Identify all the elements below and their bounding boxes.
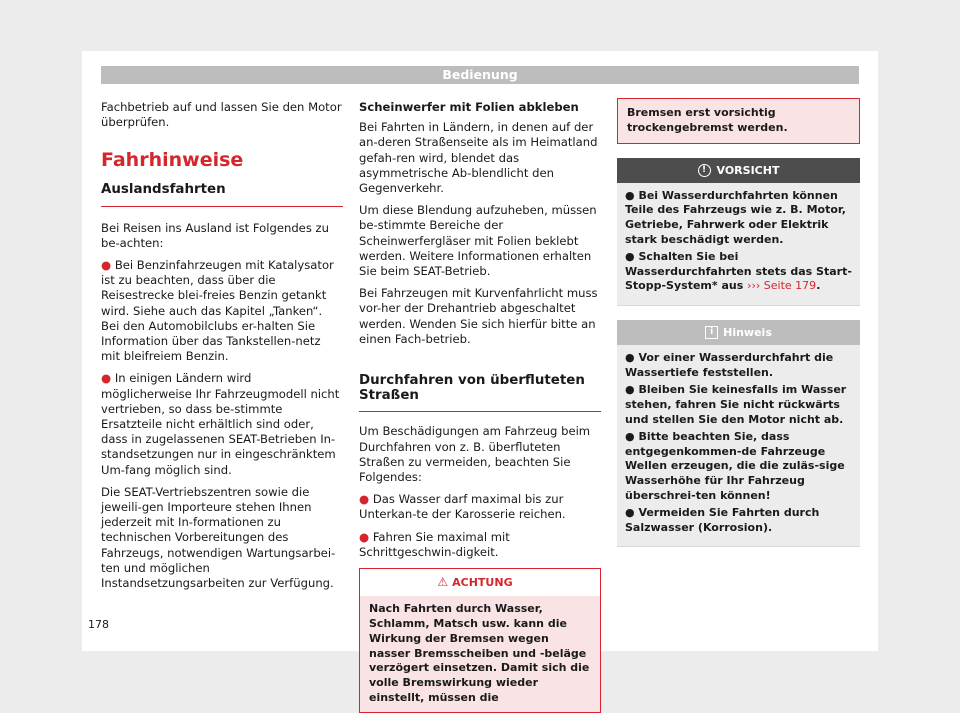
paragraph: Bei Reisen ins Ausland ist Folgendes zu be-achten: bbox=[101, 220, 329, 250]
bullet-item bbox=[359, 492, 601, 522]
paragraph: Um diese Blendung aufzuheben, müssen be-stimmte Bereiche der Scheinwerfergläser mit Folien beklebt werden. Weitere Informationen erhalten Sie beim SEAT-Betrieb. bbox=[359, 203, 597, 279]
intro-text: Fachbetrieb auf und lassen Sie den Motor überprüfen. bbox=[101, 100, 342, 130]
bullet-text: Bitte beachten Sie, dass entgegenkommen-de Fahrzeuge Wellen erzeugen, die die zuläs-sige Wasserhöhe für Ihr Fahrzeug überschrei-ten können! bbox=[625, 430, 845, 502]
bullet-icon: ● bbox=[359, 529, 373, 544]
vorsicht-content bbox=[617, 183, 860, 305]
achtung-box bbox=[359, 568, 601, 713]
sub-title-auslandsfahrten: Auslandsfahrten bbox=[101, 182, 343, 206]
hinweis-box bbox=[617, 320, 860, 547]
bullet-text: Schalten Sie bei Wasserdurchfahrten stets das Start-Stopp-System* aus bbox=[625, 250, 852, 293]
bullet-text: Bei Benzinfahrzeugen mit Katalysator ist zu beachten, dass über die Reisestrecke blei-freies Benzin getankt wird. Siehe auch das Kapitel „Tanken“. Bei den Automobilclubs er-halten Sie Information über das Tankstellen-netz mit bleifreiem Benzin. bbox=[101, 258, 334, 364]
bullet-item: ● Bleiben Sie keinesfalls im Wasser stehen, fahren Sie nicht rückwärts und stellen Sie den Motor nicht ab. bbox=[625, 383, 847, 426]
bullet-icon: ● bbox=[101, 258, 115, 273]
column-1 bbox=[101, 100, 343, 598]
bullet-text: Vermeiden Sie Fahrten durch Salzwasser (Korrosion). bbox=[625, 506, 820, 534]
page-header: Bedienung bbox=[101, 66, 859, 84]
bullet-item bbox=[359, 530, 601, 560]
exclamation-circle-icon: ! bbox=[698, 164, 711, 177]
bullet-text: Fahren Sie maximal mit Schrittgeschwin-digkeit. bbox=[359, 529, 510, 559]
bullet-icon: ● bbox=[101, 371, 115, 386]
heading-scheinwerfer: Scheinwerfer mit Folien abkleben bbox=[359, 100, 579, 114]
bullet-icon: ● bbox=[359, 492, 373, 507]
achtung-header bbox=[360, 569, 600, 596]
paragraph: Bei Fahrzeugen mit Kurvenfahrlicht muss vor-her der Drehantrieb abgeschaltet werden. Wenden Sie sich hierfür bitte an einen Fach-betrieb. bbox=[359, 286, 598, 346]
bullet-item: ● Bitte beachten Sie, dass entgegenkommen-de Fahrzeuge Wellen erzeugen, die die zuläs-sige Wasserhöhe für Ihr Fahrzeug überschrei-ten können! bbox=[625, 430, 845, 502]
bullet-text: Vor einer Wasserdurchfahrt die Wassertiefe feststellen. bbox=[625, 351, 834, 379]
vorsicht-label: VORSICHT bbox=[716, 163, 780, 177]
info-icon: i bbox=[705, 326, 718, 339]
hinweis-content bbox=[617, 345, 860, 546]
bullet-item bbox=[101, 371, 343, 477]
achtung-text: Nach Fahrten durch Wasser, Schlamm, Matsch usw. kann die Wirkung der Bremsen wegen nasser Bremsscheiben und -beläge verzögert einsetzen. Damit sich die volle Bremswirkung wieder einstellt, müssen die bbox=[360, 596, 600, 712]
column-3 bbox=[617, 98, 860, 547]
vorsicht-header bbox=[617, 158, 860, 183]
bullet-item: ● Vermeiden Sie Fahrten durch Salzwasser (Korrosion). bbox=[625, 506, 820, 534]
page-reference-link[interactable]: ››› Seite 179 bbox=[747, 279, 817, 293]
bullet-item: ● Vor einer Wasserdurchfahrt die Wassertiefe feststellen. bbox=[625, 351, 834, 379]
hinweis-label: Hinweis bbox=[723, 325, 772, 339]
page-number: 178 bbox=[88, 618, 109, 631]
bullet-text: Das Wasser darf maximal bis zur Unterkan-te der Karosserie reichen. bbox=[359, 492, 566, 522]
paragraph: Um Beschädigungen am Fahrzeug beim Durchfahren von z. B. überfluteten Straßen zu vermeiden, beachten Sie Folgendes: bbox=[359, 424, 591, 485]
paragraph: Die SEAT-Vertriebszentren sowie die jeweili-gen Importeure stehen Ihnen jederzeit mit In-formationen zu technischen Vorbereitungen des Fahrzeugs, notwendigen Wartungsarbei-ten und möglichen Instandsetzungsarbeiten zur Verfügung. bbox=[101, 484, 336, 591]
bullet-text: Bei Wasserdurchfahrten können Teile des Fahrzeugs wie z. B. Motor, Getriebe, Fahrwerk oder Elektrik stark beschädigt werden. bbox=[625, 188, 846, 246]
achtung-continued-box: Bremsen erst vorsichtig trockengebremst werden. bbox=[617, 98, 860, 144]
bullet-text: Bleiben Sie keinesfalls im Wasser stehen, fahren Sie nicht rückwärts und stellen Sie den Motor nicht ab. bbox=[625, 383, 847, 426]
section-title-ueberflutete-strassen: Durchfahren von überfluteten Straßen bbox=[359, 359, 601, 412]
bullet-text: In einigen Ländern wird möglicherweise Ihr Fahrzeugmodell nicht vertrieben, so dass be-stimmte Ersatzteile nicht erhältlich sind oder, dass in zugelassenen SEAT-Betrieben In-standsetzungen nur in eingeschränktem Um-fang möglich sind. bbox=[101, 371, 340, 477]
bullet-item bbox=[101, 258, 343, 364]
section-title-fahrhinweise: Fahrhinweise bbox=[101, 149, 244, 172]
bullet-item: ● Bei Wasserdurchfahrten können Teile des Fahrzeugs wie z. B. Motor, Getriebe, Fahrwerk oder Elektrik stark beschädigt werden. bbox=[625, 188, 846, 246]
paragraph: Bei Fahrten in Ländern, in denen auf der an-deren Straßenseite als im Heimatland gefah-ren wird, blendet das asymmetrische Ab-blendlicht den Gegenverkehr. bbox=[359, 120, 598, 196]
achtung-label: ACHTUNG bbox=[452, 576, 513, 590]
warning-triangle-icon: ⚠ bbox=[437, 575, 449, 590]
bullet-item: ● Schalten Sie bei Wasserdurchfahrten stets das Start-Stopp-System* aus ››› Seite 179. bbox=[625, 250, 852, 293]
vorsicht-box bbox=[617, 158, 860, 306]
column-2 bbox=[359, 100, 601, 713]
hinweis-header bbox=[617, 320, 860, 345]
